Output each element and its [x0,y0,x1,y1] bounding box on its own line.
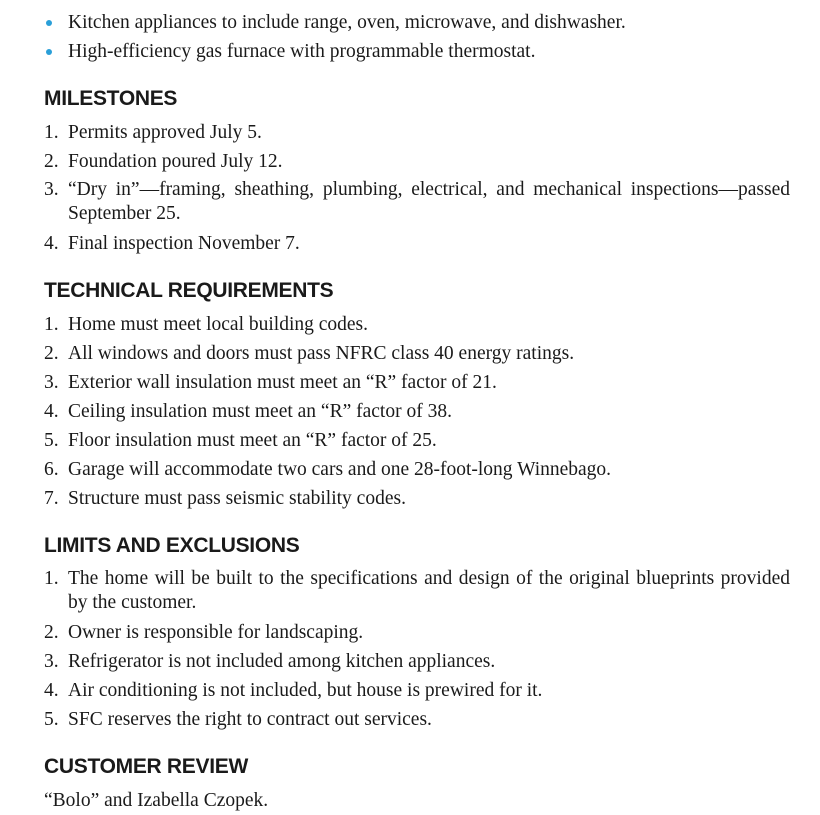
item-text: Owner is responsible for landscaping. [68,622,364,643]
item-number: 4. [44,680,59,701]
customer-review-section [44,754,790,815]
technical-requirements-list [44,310,790,513]
item-text: Final inspection November 7. [68,233,300,254]
item-text: Home must meet local building codes. [68,314,369,335]
item-text: “Dry in”—framing, sheathing, plumbing, electrical, and mechanical inspections—passed September 25. [68,179,790,224]
list-item [44,426,790,455]
milestones-section [44,86,790,258]
item-number: 6. [44,459,59,480]
list-item [44,176,790,229]
item-number: 5. [44,709,59,730]
document-page [44,8,790,815]
list-item [44,229,790,258]
list-item [44,310,790,339]
item-number: 4. [44,233,59,254]
limits-exclusions-heading: LIMITS AND EXCLUSIONS [44,534,300,557]
item-text: Air conditioning is not included, but house is prewired for it. [68,680,543,701]
list-item [44,565,790,618]
bullet-item [44,37,790,66]
item-text: Ceiling insulation must meet an “R” factor of 38. [68,401,452,422]
item-number: 2. [44,151,59,172]
item-text: Garage will accommodate two cars and one 28-foot-long Winnebago. [68,459,612,480]
item-text: SFC reserves the right to contract out services. [68,709,432,730]
bullet-dot-icon [46,49,52,55]
item-number: 3. [44,651,59,672]
limits-exclusions-list [44,565,790,734]
item-number: 1. [44,314,59,335]
list-item [44,676,790,705]
list-item [44,339,790,368]
item-text: Permits approved July 5. [68,122,262,143]
item-text: Foundation poured July 12. [68,151,283,172]
item-number: 7. [44,488,59,509]
item-number: 4. [44,401,59,422]
list-item [44,118,790,147]
intro-bullet-list [44,8,790,66]
list-item [44,618,790,647]
item-text: All windows and doors must pass NFRC class 40 energy ratings. [68,343,575,364]
list-item [44,368,790,397]
bullet-dot-icon [46,20,52,26]
item-text: Structure must pass seismic stability codes. [68,488,406,509]
list-item [44,705,790,734]
customer-review-text: “Bolo” and Izabella Czopek. [44,790,269,811]
limits-exclusions-section [44,533,790,734]
list-item [44,397,790,426]
bullet-text: Kitchen appliances to include range, oven, microwave, and dishwasher. [68,12,626,33]
list-item [44,484,790,513]
item-number: 2. [44,343,59,364]
item-text: Exterior wall insulation must meet an “R” factor of 21. [68,372,497,393]
item-text: Floor insulation must meet an “R” factor of 25. [68,430,437,451]
item-number: 3. [44,372,59,393]
item-number: 3. [44,179,59,200]
item-text: The home will be built to the specifications and design of the original blueprints provided by the customer. [68,568,790,613]
bullet-text: High-efficiency gas furnace with programmable thermostat. [68,41,536,62]
item-number: 5. [44,430,59,451]
customer-review-heading: CUSTOMER REVIEW [44,755,248,778]
list-item [44,455,790,484]
milestones-heading: MILESTONES [44,87,178,110]
item-number: 1. [44,568,59,589]
item-number: 2. [44,622,59,643]
technical-requirements-section [44,278,790,513]
list-item [44,147,790,176]
item-text: Refrigerator is not included among kitchen appliances. [68,651,496,672]
item-number: 1. [44,122,59,143]
milestones-list [44,118,790,258]
bullet-item [44,8,790,37]
technical-requirements-heading: TECHNICAL REQUIREMENTS [44,279,334,302]
list-item [44,647,790,676]
